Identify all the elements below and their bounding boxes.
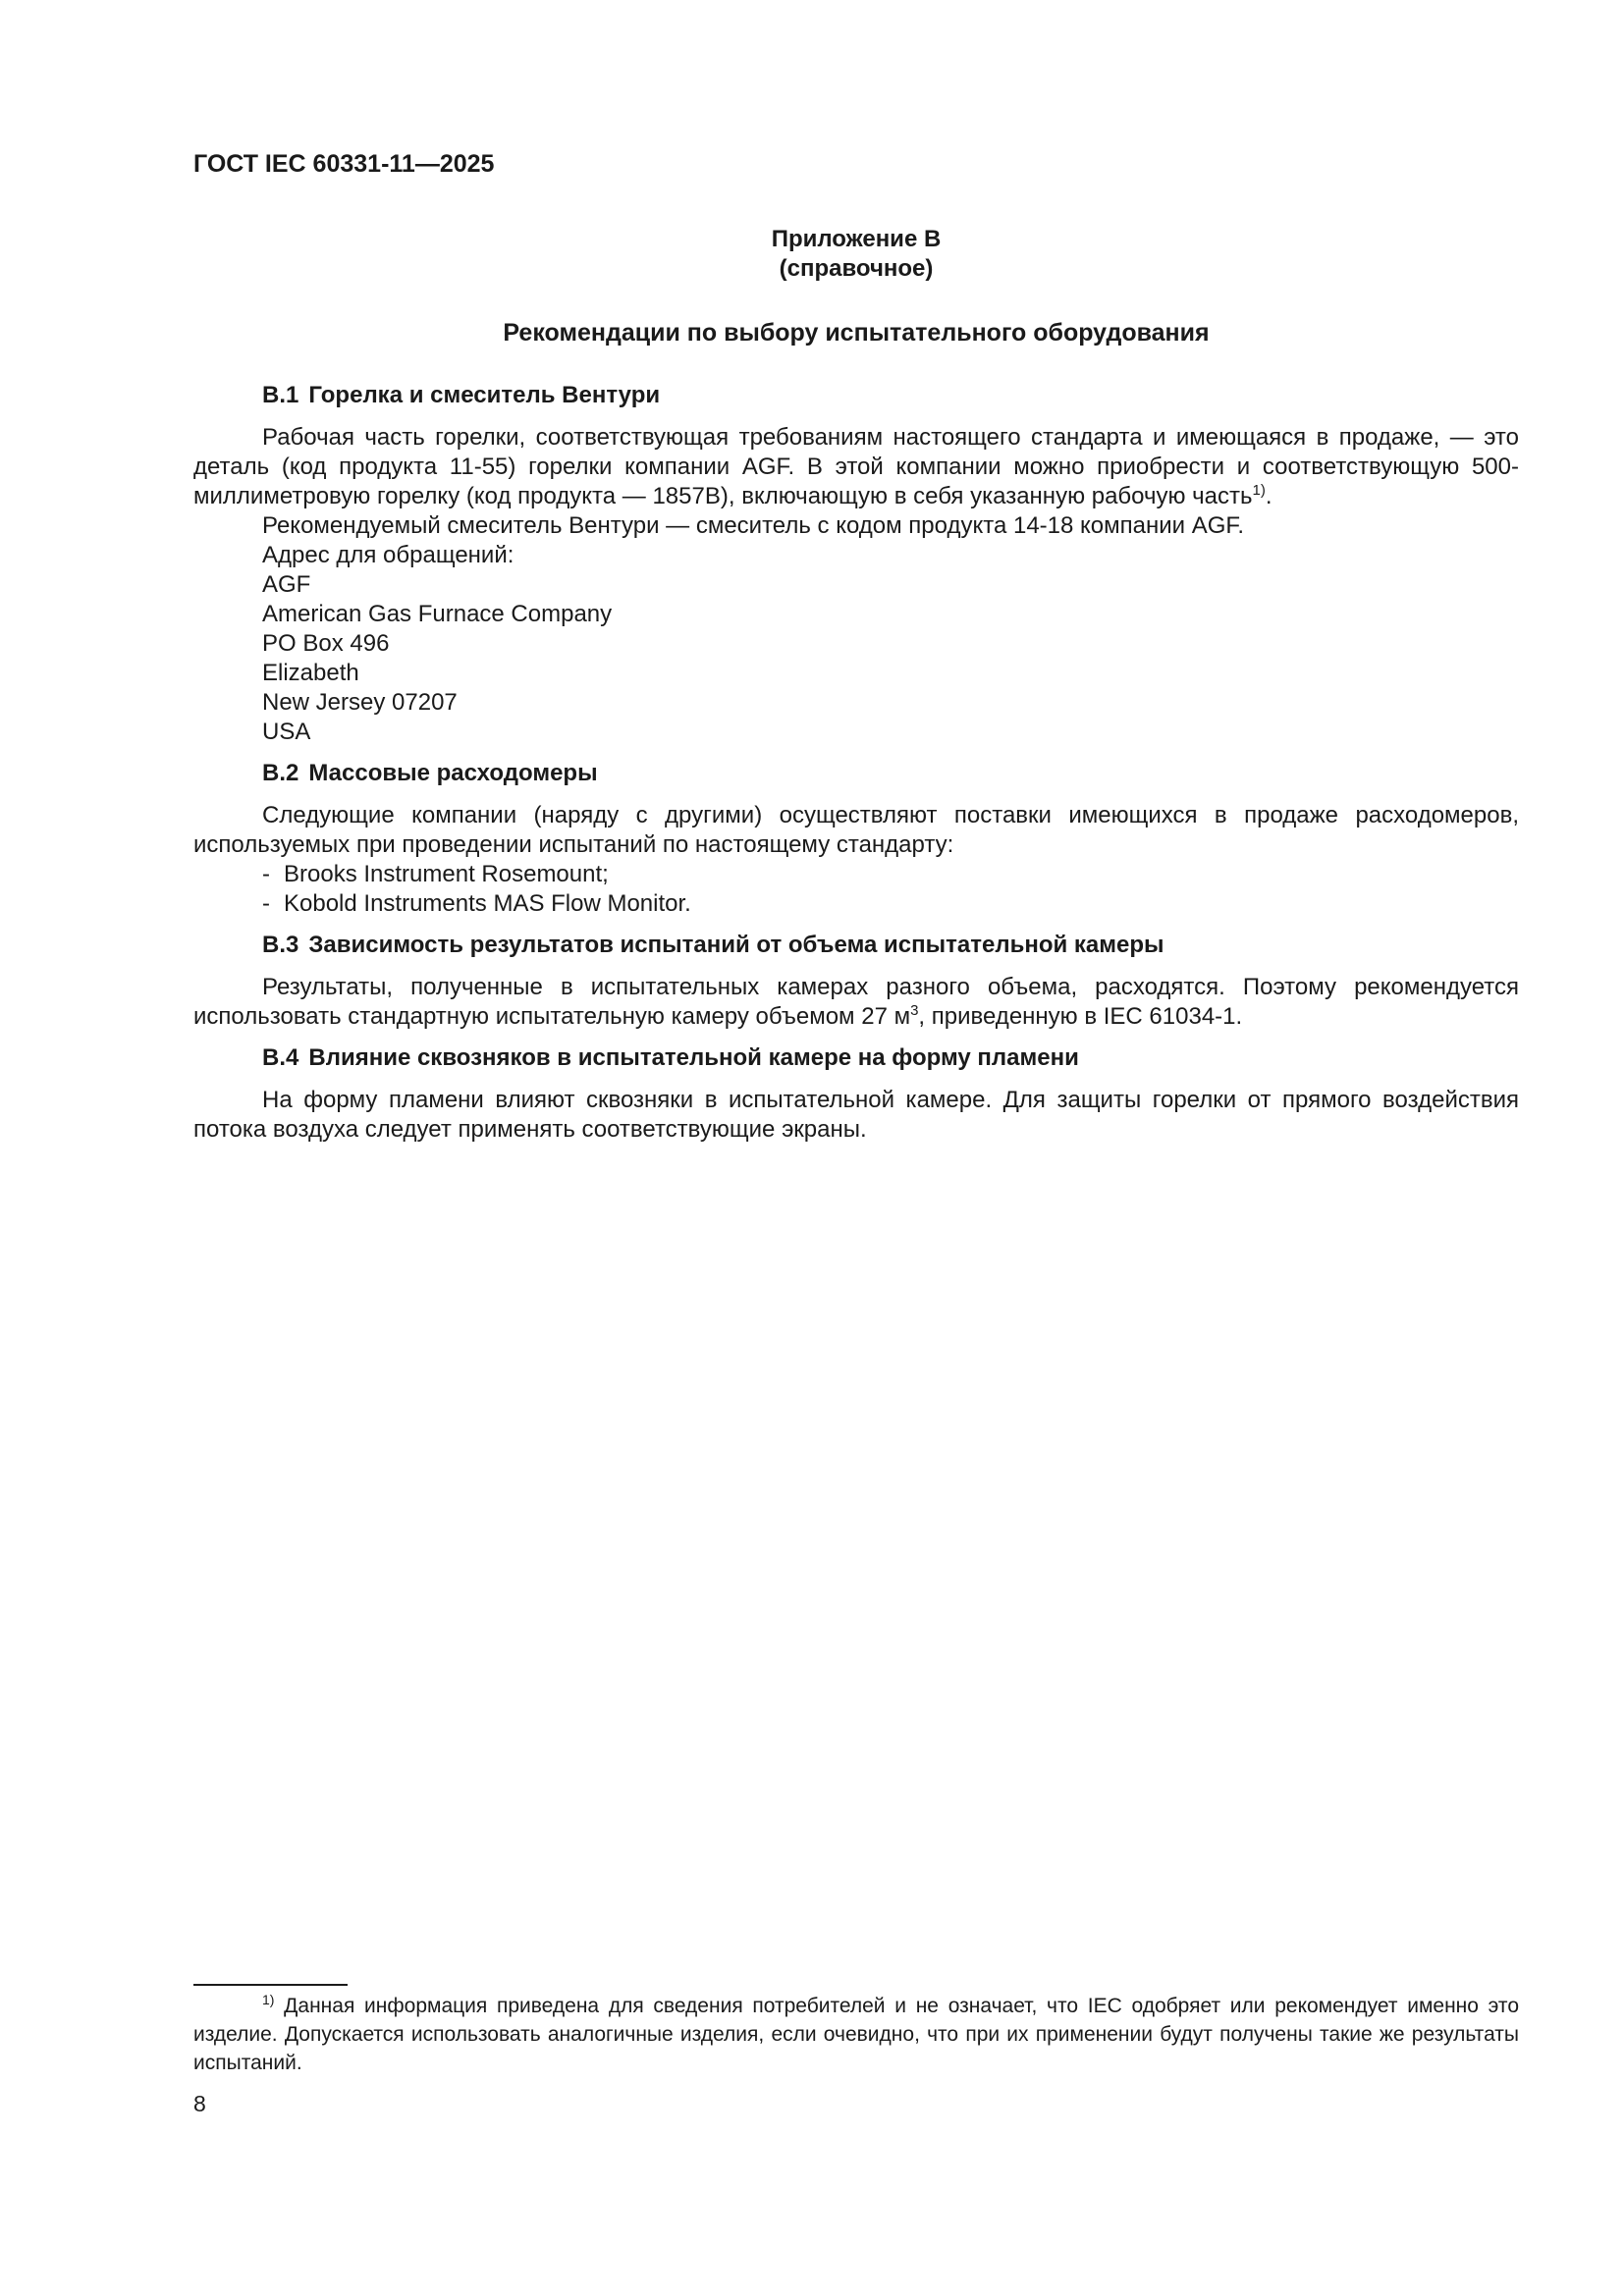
document-code-header: ГОСТ IEC 60331-11—2025 [193,150,495,178]
address-line: American Gas Furnace Company [262,601,613,627]
section-number: В.4 [262,1044,299,1071]
address-line: USA [262,719,311,745]
list-dash: - [262,861,270,887]
list-item [193,860,1519,889]
annex-heading [193,225,1519,284]
section-number: В.2 [262,760,299,786]
section-title: Зависимость результатов испытаний от объема испытательной камеры [308,932,1164,958]
address-line: PO Box 496 [262,630,390,657]
paragraph [193,973,1519,1032]
section-title: Влияние сквозняков в испытательной камере на форму пламени [308,1044,1079,1071]
annex-status: (справочное) [779,255,934,282]
paragraph: Рекомендуемый смеситель Вентури — смеситель с кодом продукта 14-18 компании AGF. [262,512,1245,539]
address-line: AGF [262,571,311,598]
footnote-ref: 1) [1252,482,1266,499]
document-page [193,0,1519,2296]
address-line: Elizabeth [262,660,359,686]
section-heading-b3 [193,931,1519,960]
list-item-text: Brooks Instrument Rosemount; [284,861,609,887]
section-title: Горелка и смеситель Вентури [308,382,661,408]
address-label: Адрес для обращений: [262,542,514,568]
annex-title: Рекомендации по выбору испытательного оборудования [503,319,1210,347]
paragraph [193,423,1519,511]
paragraph-text: Результаты, полученные в испытательных камерах разного объема, расходятся. Поэтому рекомендуется использовать стандартную испытательную камеру объемом 27 м [193,974,1519,1030]
footnote-marker: 1) [262,1992,275,2007]
list-dash: - [262,890,270,917]
list-item-text: Kobold Instruments MAS Flow Monitor. [284,890,691,917]
annex-label: Приложение В [771,226,942,252]
paragraph-text-end: . [1265,483,1272,509]
paragraph: На форму пламени влияют сквозняки в испытательной камере. Для защиты горелки от прямого воздействия потока воздуха следует применять соответствующие экраны. [193,1087,1519,1143]
footnote [193,1992,1519,2077]
list-item [193,889,1519,919]
page-number: 8 [193,2091,206,2116]
address-line: New Jersey 07207 [262,689,458,716]
paragraph-text-end: , приведенную в IEC 61034-1. [918,1003,1243,1030]
section-number: В.3 [262,932,299,958]
document-body [193,381,1519,1145]
section-heading-b2 [193,759,1519,788]
superscript: 3 [910,1002,919,1019]
footnote-separator [193,1984,348,1986]
paragraph-text: Рабочая часть горелки, соответствующая требованиям настоящего стандарта и имеющаяся в продаже, — это деталь (код продукта 11-55) горелки компании AGF. В этой компании можно приобрести и соответствующую 500-миллиметровую горелку (код продукта — 1857В), включающую в себя указанную рабочую часть [193,424,1519,509]
paragraph: Следующие компании (наряду с другими) осуществляют поставки имеющихся в продаже расходомеров, используемых при проведении испытаний по настоящему стандарту: [193,802,1519,858]
section-number: В.1 [262,382,299,408]
footnote-text: Данная информация приведена для сведения потребителей и не означает, что IEC одобряет или рекомендует именно это изделие. Допускается использовать аналогичные изделия, если очевидно, что при их применении будут получены такие же результаты испытаний. [193,1995,1519,2074]
section-title: Массовые расходомеры [308,760,598,786]
section-heading-b4 [193,1043,1519,1073]
section-heading-b1 [193,381,1519,410]
